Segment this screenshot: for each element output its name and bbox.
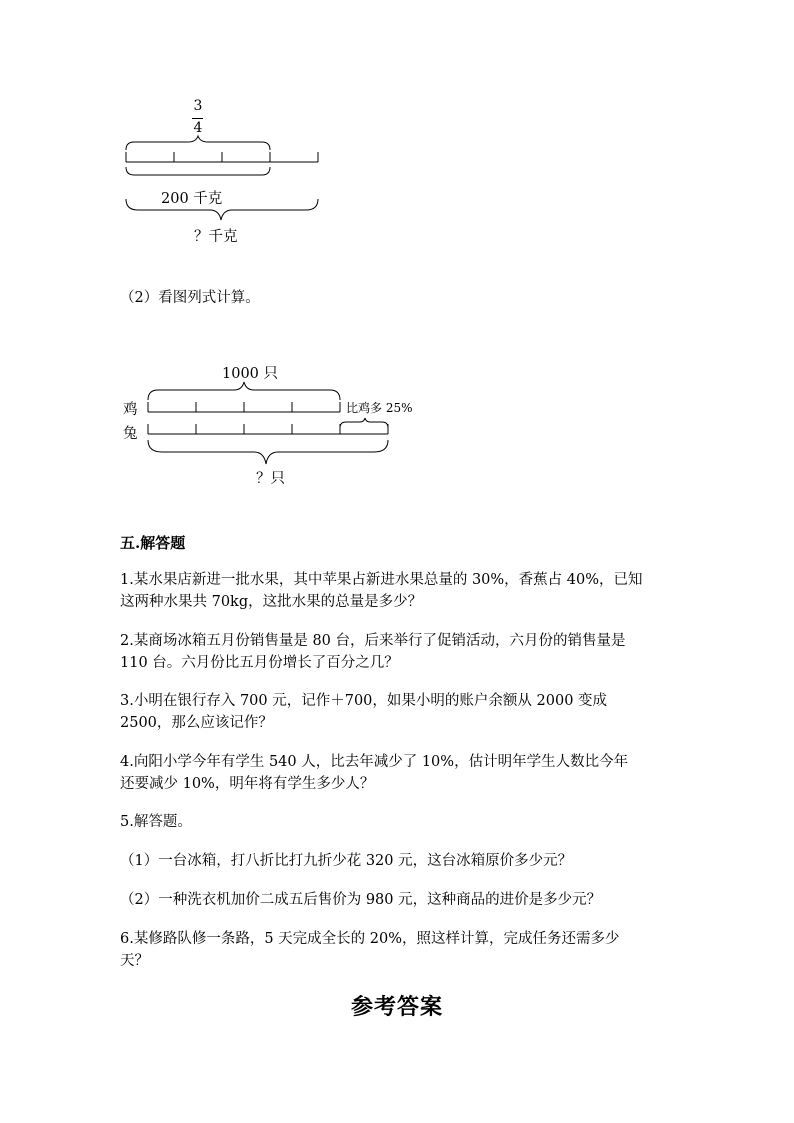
label-unknown-kg: ？千克 xyxy=(194,229,238,245)
label-200kg: 200 千克 xyxy=(161,191,223,207)
question-1-line2: 这两种水果共 70kg，这批水果的总量是多少？ xyxy=(120,594,423,610)
label-more-25: 比鸡多 25% xyxy=(346,401,413,415)
question-5-sub1: （1）一台冰箱，打八折比打九折少花 320 元，这台冰箱原价多少元？ xyxy=(120,853,573,869)
question-6-line2: 天？ xyxy=(120,953,149,969)
label-chicken: 鸡 xyxy=(123,402,138,418)
fraction-denominator: 4 xyxy=(193,120,203,136)
question-4-line1: 4.向阳小学今年有学生 540 人，比去年减少了 10%，估计明年学生人数比今年 xyxy=(120,754,629,770)
question-5-title: 5.解答题。 xyxy=(120,814,192,830)
label-1000: 1000 只 xyxy=(222,366,279,382)
question-4-line2: 还要减少 10%，明年将有学生多少人？ xyxy=(120,776,375,792)
question-2-line1: 2.某商场冰箱五月份销售量是 80 台，后来举行了促销活动，六月份的销售量是 xyxy=(120,633,626,649)
fraction-numerator: 3 xyxy=(193,98,203,114)
label-unknown-count: ？只 xyxy=(256,471,285,487)
question-1-line1: 1.某水果店新进一批水果，其中苹果占新进水果总量的 30%，香蕉占 40%，已知 xyxy=(120,572,643,588)
answer-title: 参考答案 xyxy=(350,994,443,1020)
question-2-line2: 110 台。六月份比五月份增长了百分之几？ xyxy=(120,655,399,671)
question-5-sub2: （2）一种洗衣机加价二成五后售价为 980 元，这种商品的进价是多少元？ xyxy=(120,892,602,908)
question-3-line2: 2500，那么应该记作？ xyxy=(120,715,273,731)
question-3-line1: 3.小明在银行存入 700 元，记作＋700，如果小明的账户余额从 2000 变成 xyxy=(120,693,608,709)
section-title: 五.解答题 xyxy=(120,534,186,552)
question-6-line1: 6.某修路队修一条路，5 天完成全长的 20%，照这样计算，完成任务还需多少 xyxy=(120,931,620,947)
chicken-rabbit-lines xyxy=(0,0,794,500)
label-rabbit: 兔 xyxy=(123,426,138,442)
question-2-label: （2）看图列式计算。 xyxy=(120,290,260,306)
